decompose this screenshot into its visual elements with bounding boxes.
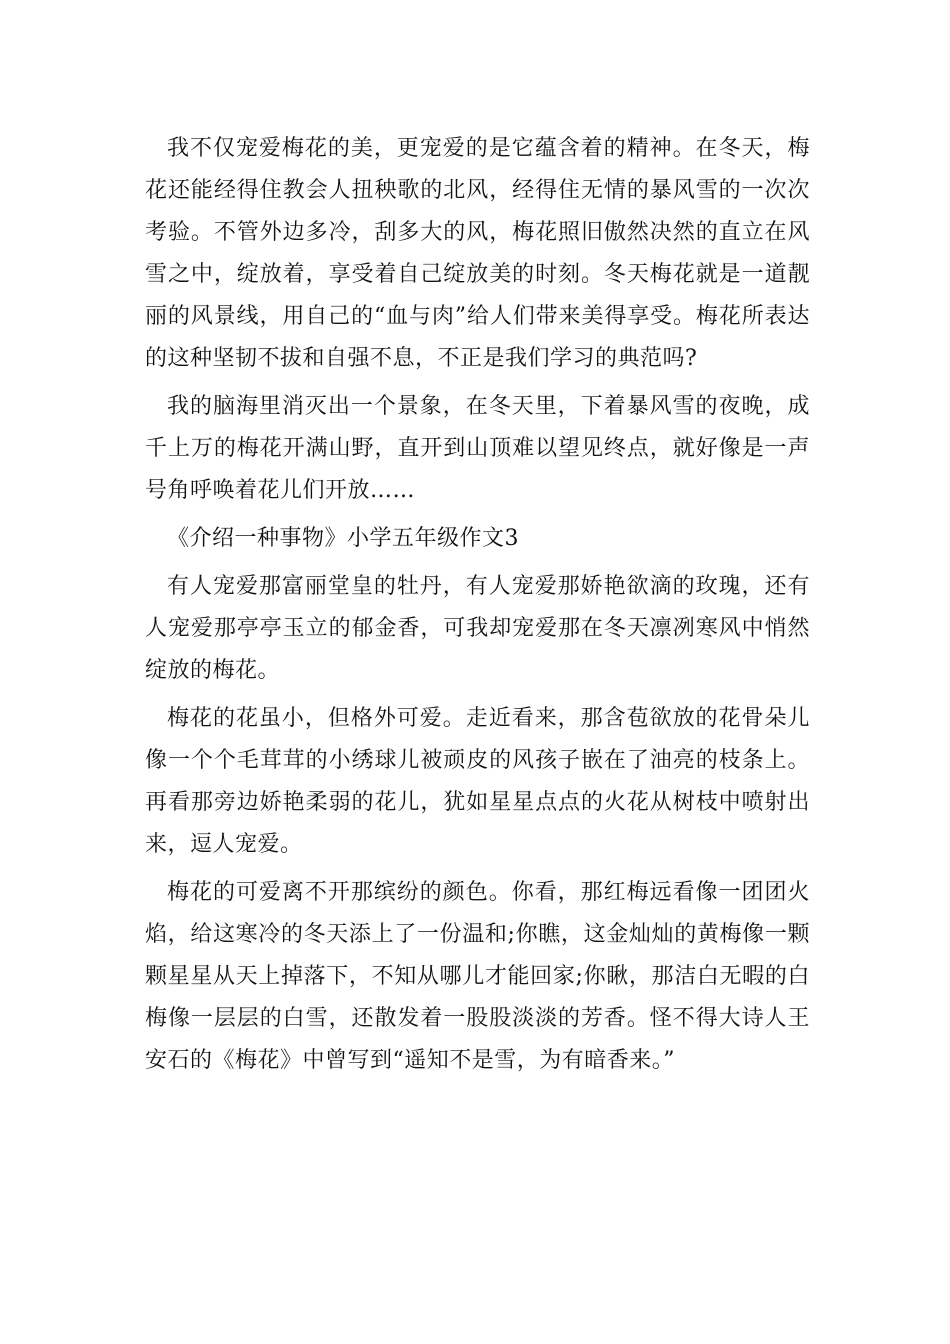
paragraph-snowstorm-scene: 我的脑海里消灭出一个景象，在冬天里，下着暴风雪的夜晚，成千上万的梅花开满山野，直开到山顶难以望见终点，就好像是一声号角呼唤着花儿们开放…… [145,394,810,503]
document-body [145,128,810,1088]
paragraph-flower-preference: 有人宠爱那富丽堂皇的牡丹，有人宠爱那娇艳欲滴的玫瑰，还有人宠爱那亭亭玉立的郁金香，可我却宠爱那在冬天凛冽寒风中悄然绽放的梅花。 [145,574,810,683]
paragraph-plum-colors: 梅花的可爱离不开那缤纷的颜色。你看，那红梅远看像一团团火焰，给这寒冷的冬天添上了一份温和;你瞧，这金灿灿的黄梅像一颗颗星星从天上掉落下，不知从哪儿才能回家;你瞅，那洁白无暇的白梅像一层层的白雪，还散发着一股股淡淡的芳香。怪不得大诗人王安石的《梅花》中曾写到“遥知不是雪，为有暗香来。” [145,880,810,1073]
paragraph-plum-spirit: 我不仅宠爱梅花的美，更宠爱的是它蕴含着的精神。在冬天，梅花还能经得住教会人扭秧歌的北风，经得住无情的暴风雪的一次次考验。不管外边多冷，刮多大的风，梅花照旧傲然决然的直立在风雪之中，绽放着，享受着自己绽放美的时刻。冬天梅花就是一道靓丽的风景线，用自己的“血与肉”给人们带来美得享受。梅花所表达的这种坚韧不拔和自强不息，不正是我们学习的典范吗? [145,136,810,371]
essay-title: 《介绍一种事物》小学五年级作文3 [167,526,519,551]
paragraph-plum-cuteness: 梅花的花虽小，但格外可爱。走近看来，那含苞欲放的花骨朵儿像一个个毛茸茸的小绣球儿被顽皮的风孩子嵌在了油亮的枝条上。再看那旁边娇艳柔弱的花儿，犹如星星点点的火花从树枝中喷射出来，逗人宠爱。 [145,706,810,857]
